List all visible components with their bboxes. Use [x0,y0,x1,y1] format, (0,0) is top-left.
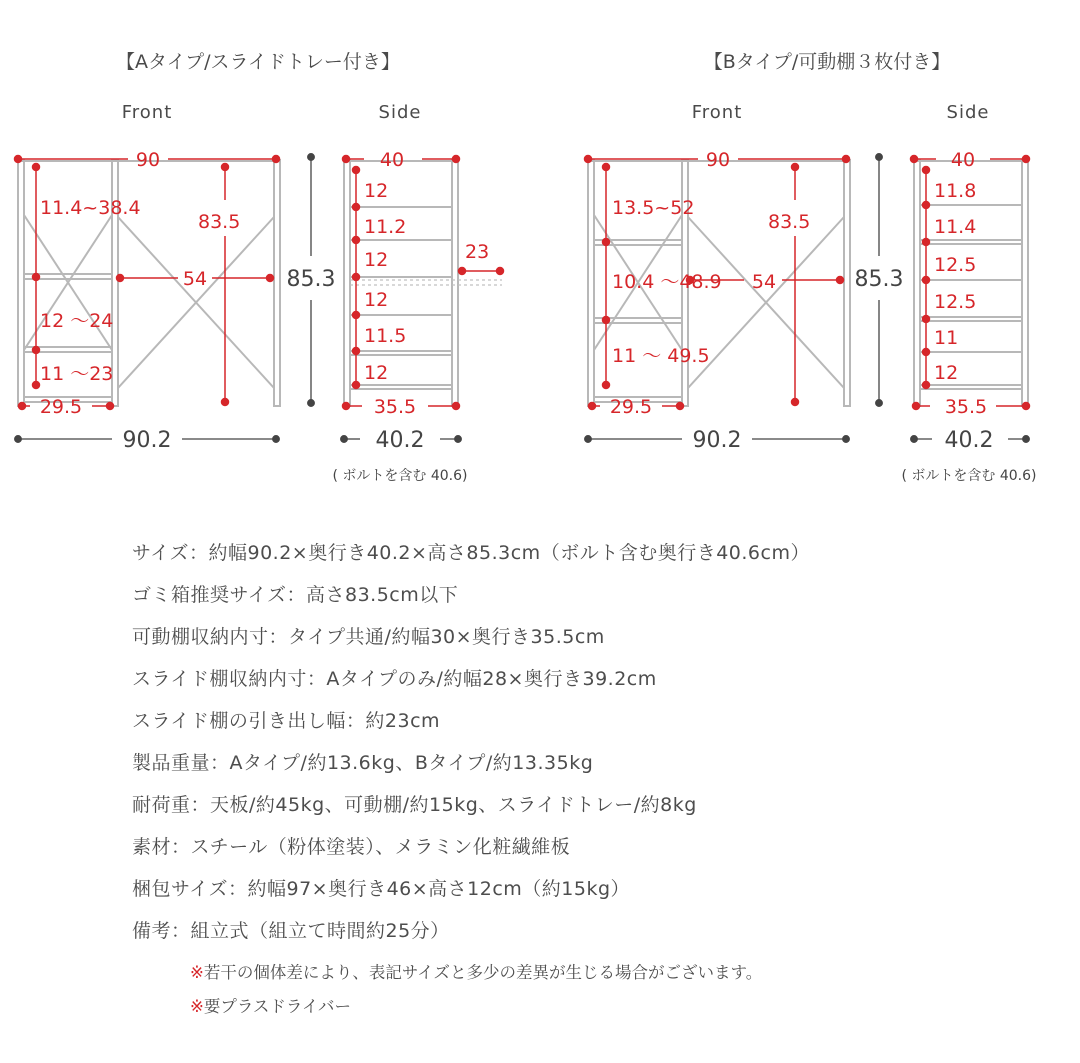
spec-load-capacity: 耐荷重：天板/約45kg、可動棚/約15kg、スライドトレー/約8kg [132,794,697,816]
type-b-middle-gap: 10.4 ～48.9 [612,271,722,293]
note-item [190,990,762,1024]
dimension-diagram [0,0,1080,520]
type-b-side-values [934,149,987,418]
type-b-inner-height: 83.5 [768,211,811,233]
type-a-side-gap-6: 12 [364,362,389,384]
type-a-overall-width: 90.2 [122,428,172,453]
spec-size: サイズ：約幅90.2×奥行き40.2×高さ85.3cm（ボルト含む奥行き40.6cm） [132,542,810,564]
type-b-shelf-width: 29.5 [609,396,653,418]
type-a-bolt-note: ( ボルトを含む 40.6) [332,468,468,484]
type-a-slide-tray-dashed [350,280,502,285]
notes-list [190,956,762,1024]
note-text: 要プラスドライバー [203,997,352,1016]
type-b-top-depth: 40 [950,149,976,171]
type-b-front-label: Front [691,102,743,123]
type-a-front-label: Front [121,102,173,123]
type-a-shelf-depth: 35.5 [373,396,417,418]
type-b-overall-depth: 40.2 [944,428,994,453]
type-a-inner-width: 54 [182,268,208,290]
type-a-middle-gap: 12 ～24 [40,310,114,332]
type-b-top-width: 90 [705,149,731,171]
type-a-top-width: 90 [135,149,161,171]
type-b-inner-width: 54 [751,271,777,293]
spec-remarks: 備考：組立式（組立て時間約25分） [132,920,450,942]
type-a-shelf-width: 29.5 [39,396,83,418]
type-b-side-gap-3: 12.5 [934,254,977,276]
spec-slide-shelf-inner: スライド棚収納内寸：Aタイプのみ/約幅28×奥行き39.2cm [132,668,657,690]
type-a-side-gap-2: 11.2 [364,216,407,238]
type-a-overall-depth: 40.2 [375,428,425,453]
type-a-side-gap-5: 11.5 [364,325,407,347]
note-mark: ※ [190,997,204,1016]
type-a-lower-gap: 11 ～23 [40,363,114,385]
type-b-total-height: 85.3 [854,267,904,292]
type-a-side-label: Side [378,102,422,123]
type-a-slide-out: 23 [465,241,490,263]
type-b-side-gap-5: 11 [934,327,959,349]
type-b-side-gap-4: 12.5 [934,291,977,313]
note-item [190,956,762,990]
type-b-lower-gap: 11 ～ 49.5 [612,345,710,367]
type-a-title: 【Aタイプ/スライドトレー付き】 [116,51,400,73]
spec-trash-can-size: ゴミ箱推奨サイズ：高さ83.5cm以下 [132,584,459,606]
type-a-side-values [364,149,489,418]
type-a-inner-height: 83.5 [198,211,241,233]
type-a-top-depth: 40 [379,149,405,171]
spec-product-weight: 製品重量：Aタイプ/約13.6kg、Bタイプ/約13.35kg [132,752,594,774]
type-a-upper-gap: 11.4~38.4 [40,197,141,219]
type-b-shelf-depth: 35.5 [944,396,988,418]
spec-list [132,532,810,952]
type-a-side-frame [344,160,458,406]
type-b-title: 【Bタイプ/可動棚３枚付き】 [703,51,951,73]
type-a-front-values [40,149,240,418]
note-mark: ※ [190,963,204,982]
type-b-side-gap-1: 11.8 [934,180,977,202]
type-b-side-gap-2: 11.4 [934,216,977,238]
type-a-side-gap-4: 12 [364,289,389,311]
type-b-side-label: Side [946,102,990,123]
spec-material: 素材：スチール（粉体塗装）、メラミン化粧繊維板 [132,836,571,858]
type-a-side-gap-3: 12 [364,249,389,271]
spec-movable-shelf-inner: 可動棚収納内寸：タイプ共通/約幅30×奥行き35.5cm [132,626,605,648]
type-a-side-gap-1: 12 [364,180,389,202]
type-b-upper-gap: 13.5~52 [612,197,695,219]
note-text: 若干の個体差により、表記サイズと多少の差異が生じる場合がございます。 [203,963,763,982]
type-b-front-values [610,149,810,418]
type-b-side-gap-6: 12 [934,362,959,384]
spec-slide-pull-width: スライド棚の引き出し幅：約23cm [132,710,441,732]
type-b-overall-width: 90.2 [692,428,742,453]
spec-package-size: 梱包サイズ：約幅97×奥行き46×高さ12cm（約15kg） [132,878,631,900]
type-a-total-height: 85.3 [286,267,336,292]
type-b-bolt-note: ( ボルトを含む 40.6) [901,468,1037,484]
